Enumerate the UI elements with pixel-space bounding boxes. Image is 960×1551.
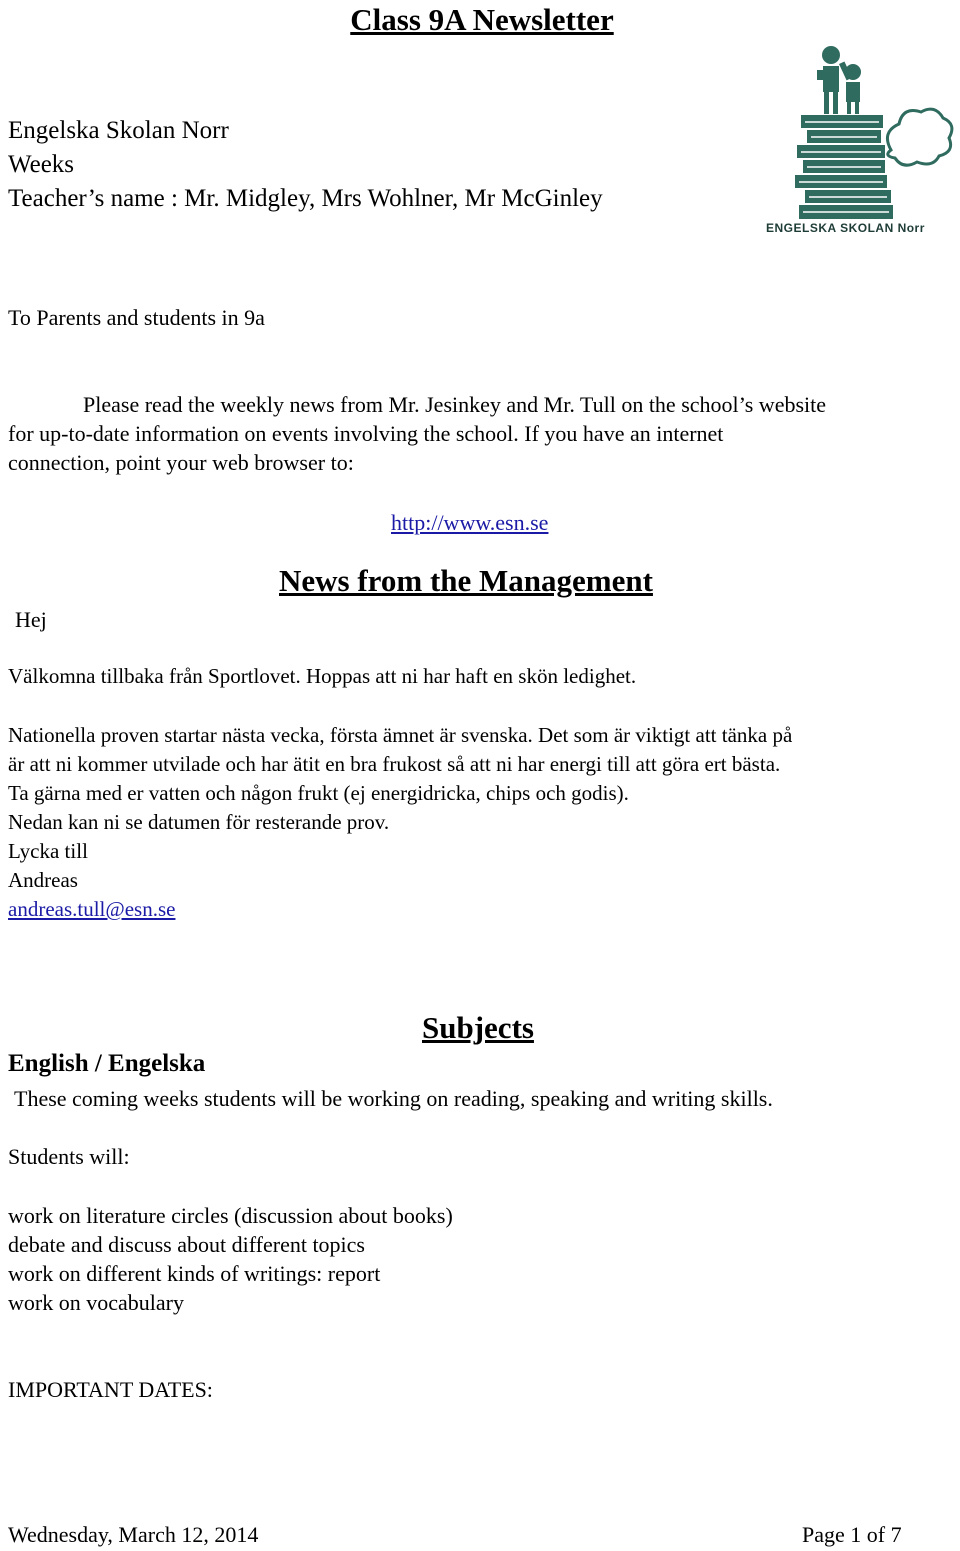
management-line-1: Nationella proven startar nästa vecka, första ämnet är svenska. Det som är viktigt att tänka på (8, 723, 793, 747)
management-line-3: Ta gärna med er vatten och någon frukt (ej energidricka, chips och godis). (8, 781, 629, 805)
hej-greeting: Hej (15, 607, 47, 632)
english-intro: These coming weeks students will be working on reading, speaking and writing skills. (14, 1086, 773, 1111)
school-name: Engelska Skolan Norr (8, 117, 229, 144)
intro-line-3: connection, point your web browser to: (8, 450, 354, 475)
list-item: work on vocabulary (8, 1290, 184, 1315)
list-item: work on different kinds of writings: report (8, 1261, 381, 1286)
management-line-5: Lycka till (8, 839, 88, 863)
school-logo (741, 0, 959, 249)
website-link[interactable]: http://www.esn.se (391, 510, 549, 535)
management-line-2: är att ni kommer utvilade och har ätit en bra frukost så att ni har energi till att göra ert bästa. (8, 752, 781, 776)
list-item: debate and discuss about different topics (8, 1232, 365, 1257)
english-heading: English / Engelska (8, 1050, 206, 1077)
important-dates-label: IMPORTANT DATES: (8, 1377, 213, 1402)
teachers-line: Teacher’s name : Mr. Midgley, Mrs Wohlner, Mr McGinley (8, 185, 603, 212)
signature: Andreas (8, 868, 78, 892)
intro-line-2: for up-to-date information on events involving the school. If you have an internet (8, 421, 724, 446)
subjects-heading: Subjects (422, 1010, 534, 1045)
management-line-4: Nedan kan ni se datumen för resterande prov. (8, 810, 390, 834)
books-children-logo-icon (741, 0, 959, 249)
weeks-label: Weeks (8, 151, 75, 178)
management-heading: News from the Management (279, 563, 653, 598)
page-title: Class 9A Newsletter (350, 2, 614, 37)
intro-line-1: Please read the weekly news from Mr. Jesinkey and Mr. Tull on the school’s website (83, 392, 827, 417)
management-paragraph-1: Välkomna tillbaka från Sportlovet. Hoppas att ni har haft en skön ledighet. (8, 664, 637, 688)
footer-date: Wednesday, March 12, 2014 (8, 1522, 259, 1547)
greeting: To Parents and students in 9a (8, 305, 265, 330)
list-item: work on literature circles (discussion about books) (8, 1203, 453, 1228)
logo-text: ENGELSKA SKOLAN Norr (766, 221, 925, 235)
footer-page-number: Page 1 of 7 (802, 1522, 902, 1547)
email-link[interactable]: andreas.tull@esn.se (8, 897, 176, 921)
students-will-label: Students will: (8, 1144, 130, 1169)
